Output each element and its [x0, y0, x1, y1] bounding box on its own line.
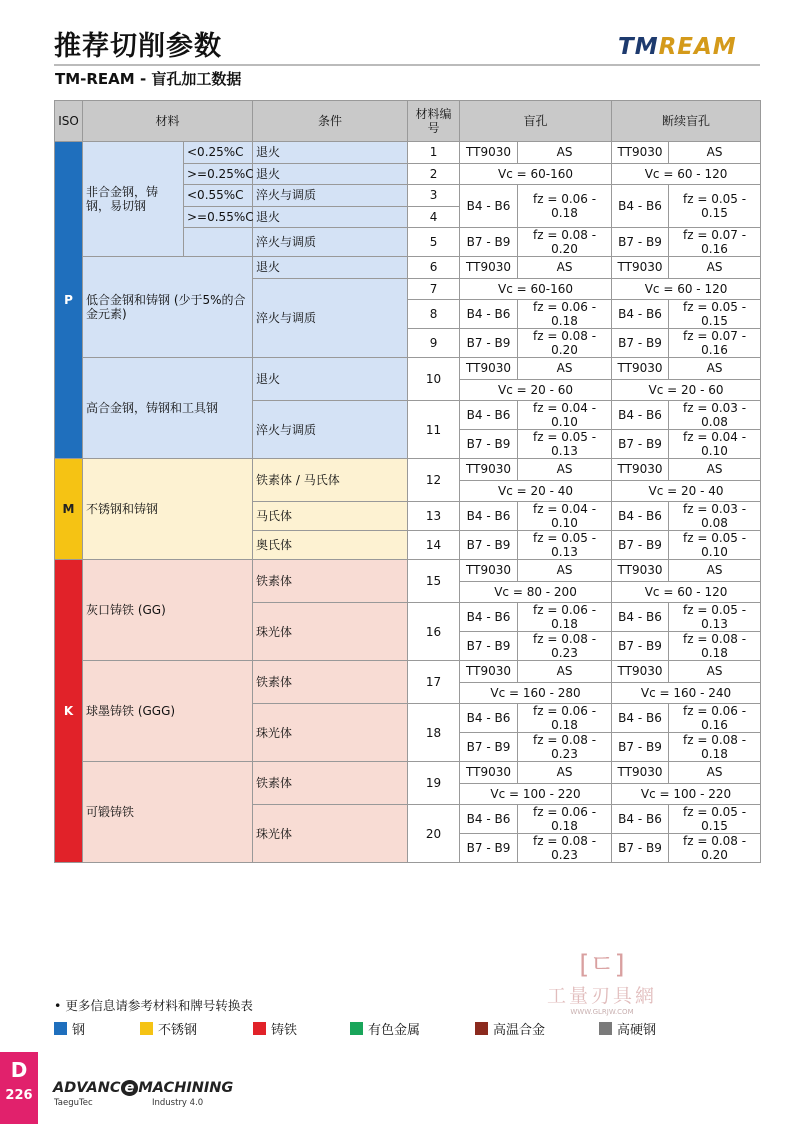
material-number: 15: [408, 560, 460, 603]
cutting-parameters-table: [54, 100, 761, 863]
legend-item: [140, 1019, 197, 1038]
watermark-text: 工量刃具網: [546, 985, 657, 1007]
grade-cell: AS: [669, 762, 761, 784]
feed-cell: fz = 0.06 - 0.16: [669, 704, 761, 733]
table-row: [55, 257, 761, 279]
diameter-cell: B7 - B9: [460, 430, 518, 459]
grade-cell: TT9030: [612, 459, 669, 481]
condition-cell: 马氏体: [253, 502, 408, 531]
legend-swatch: [253, 1022, 266, 1035]
diameter-cell: B4 - B6: [612, 603, 669, 632]
legend-item: [475, 1019, 545, 1038]
material-cell: 不锈钢和铸钢: [83, 459, 253, 560]
diameter-cell: B4 - B6: [612, 300, 669, 329]
legend-label: 钢: [72, 1023, 86, 1038]
iso-m-badge: M: [55, 459, 83, 560]
watermark-url: WWW.GLRJW.COM: [570, 1008, 634, 1016]
material-cell: 低合金钢和铸钢 (少于5%的合金元素): [83, 257, 253, 358]
diameter-cell: B7 - B9: [612, 733, 669, 762]
material-cell: 非合金钢，铸钢，易切钢: [83, 142, 184, 257]
table-row: [55, 762, 761, 784]
feed-cell: fz = 0.06 - 0.18: [518, 704, 612, 733]
speed-cell: Vc = 160 - 280: [460, 682, 612, 704]
logo-sub-brand: TaeguTec: [54, 1098, 93, 1108]
feed-cell: fz = 0.05 - 0.13: [518, 430, 612, 459]
condition-cell: 珠光体: [253, 704, 408, 762]
speed-cell: Vc = 20 - 60: [460, 379, 612, 401]
header-blind-hole: 盲孔: [460, 101, 612, 142]
diameter-cell: B4 - B6: [612, 502, 669, 531]
condition-cell: 珠光体: [253, 805, 408, 863]
diameter-cell: B7 - B9: [612, 531, 669, 560]
speed-cell: Vc = 60 - 120: [612, 581, 761, 603]
material-number: 10: [408, 358, 460, 401]
condition-cell: 淬火与调质: [253, 228, 408, 257]
brand-logo: [618, 34, 737, 60]
material-number: 3: [408, 185, 460, 207]
grade-cell: AS: [518, 257, 612, 279]
grade-cell: TT9030: [460, 762, 518, 784]
grade-cell: AS: [669, 661, 761, 683]
legend-label: 不锈钢: [158, 1023, 198, 1038]
feed-cell: fz = 0.04 - 0.10: [518, 502, 612, 531]
grade-cell: TT9030: [612, 762, 669, 784]
grade-cell: AS: [518, 661, 612, 683]
grade-cell: TT9030: [460, 257, 518, 279]
logo-sub-tagline: Industry 4.0: [152, 1098, 204, 1108]
page-title: 推荐切削参数: [54, 31, 222, 62]
legend-swatch: [475, 1022, 488, 1035]
legend-swatch: [350, 1022, 363, 1035]
diameter-cell: B7 - B9: [612, 430, 669, 459]
feed-cell: fz = 0.08 - 0.18: [669, 632, 761, 661]
logo-e-mark: e: [121, 1080, 139, 1096]
diameter-cell: B4 - B6: [460, 185, 518, 228]
feed-cell: fz = 0.05 - 0.15: [669, 300, 761, 329]
diameter-cell: B4 - B6: [612, 185, 669, 228]
feed-cell: fz = 0.08 - 0.23: [518, 834, 612, 863]
grade-cell: AS: [669, 560, 761, 582]
feed-cell: fz = 0.08 - 0.23: [518, 632, 612, 661]
feed-cell: fz = 0.08 - 0.20: [518, 329, 612, 358]
condition-cell: 铁素体: [253, 762, 408, 805]
diameter-cell: B4 - B6: [460, 300, 518, 329]
feed-cell: fz = 0.03 - 0.08: [669, 401, 761, 430]
grade-cell: AS: [518, 358, 612, 380]
diameter-cell: B7 - B9: [460, 733, 518, 762]
watermark: [537, 944, 667, 1016]
grade-cell: AS: [669, 459, 761, 481]
material-number: 8: [408, 300, 460, 329]
material-number: 7: [408, 278, 460, 300]
legend-item: [253, 1019, 297, 1038]
feed-cell: fz = 0.06 - 0.18: [518, 300, 612, 329]
diameter-cell: B4 - B6: [460, 502, 518, 531]
feed-cell: fz = 0.06 - 0.18: [518, 185, 612, 228]
feed-cell: fz = 0.04 - 0.10: [669, 430, 761, 459]
material-number: 5: [408, 228, 460, 257]
speed-cell: Vc = 20 - 40: [460, 480, 612, 502]
carbon-cell: <0.55%C: [184, 185, 253, 207]
condition-cell: 退火: [253, 206, 408, 228]
table-row: [55, 358, 761, 380]
diameter-cell: B4 - B6: [612, 704, 669, 733]
carbon-cell: [184, 228, 253, 257]
speed-cell: Vc = 100 - 220: [460, 783, 612, 805]
condition-cell: 退火: [253, 358, 408, 401]
material-number: 13: [408, 502, 460, 531]
feed-cell: fz = 0.05 - 0.15: [669, 185, 761, 228]
grade-cell: TT9030: [460, 560, 518, 582]
grade-cell: AS: [669, 142, 761, 164]
material-number: 11: [408, 401, 460, 459]
speed-cell: Vc = 20 - 40: [612, 480, 761, 502]
grade-cell: AS: [669, 257, 761, 279]
section-tab: [0, 1052, 38, 1124]
logo-text-a: ADVANC: [53, 1080, 121, 1096]
header-material-number: 材料编号: [408, 101, 460, 142]
condition-cell: 退火: [253, 163, 408, 185]
diameter-cell: B4 - B6: [460, 603, 518, 632]
diameter-cell: B4 - B6: [612, 805, 669, 834]
feed-cell: fz = 0.08 - 0.20: [518, 228, 612, 257]
speed-cell: Vc = 80 - 200: [460, 581, 612, 603]
legend-swatch: [54, 1022, 67, 1035]
condition-cell: 淬火与调质: [253, 185, 408, 207]
diameter-cell: B7 - B9: [460, 632, 518, 661]
legend-swatch: [599, 1022, 612, 1035]
speed-cell: Vc = 100 - 220: [612, 783, 761, 805]
material-cell: 球墨铸铁 (GGG): [83, 661, 253, 762]
condition-cell: 退火: [253, 257, 408, 279]
header-iso: ISO: [55, 101, 83, 142]
watermark-logo-icon: [ㄷ]: [579, 950, 625, 980]
grade-cell: AS: [518, 762, 612, 784]
section-letter: D: [10, 1058, 28, 1082]
speed-cell: Vc = 60 - 120: [612, 163, 761, 185]
iso-p-badge: P: [55, 142, 83, 459]
header-material: 材料: [83, 101, 253, 142]
material-number: 18: [408, 704, 460, 762]
feed-cell: fz = 0.06 - 0.18: [518, 805, 612, 834]
iso-k-badge: K: [55, 560, 83, 863]
material-number: 6: [408, 257, 460, 279]
material-number: 1: [408, 142, 460, 164]
feed-cell: fz = 0.03 - 0.08: [669, 502, 761, 531]
diameter-cell: B7 - B9: [460, 329, 518, 358]
grade-cell: TT9030: [612, 257, 669, 279]
feed-cell: fz = 0.07 - 0.16: [669, 329, 761, 358]
legend-label: 高温合金: [493, 1023, 546, 1038]
legend-item: [599, 1019, 656, 1038]
material-cell: 灰口铸铁 (GG): [83, 560, 253, 661]
material-number: 12: [408, 459, 460, 502]
material-number: 19: [408, 762, 460, 805]
advance-machining-logo: [53, 1080, 233, 1096]
condition-cell: 淬火与调质: [253, 401, 408, 459]
diameter-cell: B7 - B9: [612, 632, 669, 661]
grade-cell: AS: [518, 459, 612, 481]
material-cell: 高合金钢，铸钢和工具钢: [83, 358, 253, 459]
speed-cell: Vc = 60 - 120: [612, 278, 761, 300]
material-number: 20: [408, 805, 460, 863]
header-condition: 条件: [253, 101, 408, 142]
material-number: 14: [408, 531, 460, 560]
condition-cell: 淬火与调质: [253, 278, 408, 358]
grade-cell: AS: [669, 358, 761, 380]
speed-cell: Vc = 60-160: [460, 163, 612, 185]
grade-cell: AS: [518, 560, 612, 582]
table-row: [55, 142, 761, 164]
feed-cell: fz = 0.05 - 0.13: [518, 531, 612, 560]
grade-cell: TT9030: [612, 142, 669, 164]
feed-cell: fz = 0.06 - 0.18: [518, 603, 612, 632]
condition-cell: 珠光体: [253, 603, 408, 661]
table-header-row: [55, 101, 761, 142]
legend-item: [54, 1019, 85, 1038]
grade-cell: TT9030: [460, 661, 518, 683]
legend-swatch: [140, 1022, 153, 1035]
grade-cell: TT9030: [460, 142, 518, 164]
diameter-cell: B4 - B6: [612, 401, 669, 430]
material-number: 2: [408, 163, 460, 185]
carbon-cell: >=0.25%C: [184, 163, 253, 185]
header-divider: [54, 64, 760, 66]
material-number: 17: [408, 661, 460, 704]
condition-cell: 铁素体: [253, 560, 408, 603]
legend-label: 铸铁: [271, 1023, 298, 1038]
diameter-cell: B4 - B6: [460, 704, 518, 733]
diameter-cell: B4 - B6: [460, 805, 518, 834]
speed-cell: Vc = 160 - 240: [612, 682, 761, 704]
grade-cell: TT9030: [612, 661, 669, 683]
carbon-cell: <0.25%C: [184, 142, 253, 164]
feed-cell: fz = 0.07 - 0.16: [669, 228, 761, 257]
color-legend: [54, 1019, 754, 1039]
feed-cell: fz = 0.04 - 0.10: [518, 401, 612, 430]
legend-label: 高硬钢: [617, 1023, 657, 1038]
grade-cell: TT9030: [612, 560, 669, 582]
feed-cell: fz = 0.05 - 0.10: [669, 531, 761, 560]
feed-cell: fz = 0.05 - 0.13: [669, 603, 761, 632]
page-number: 226: [5, 1088, 33, 1103]
diameter-cell: B7 - B9: [612, 329, 669, 358]
diameter-cell: B7 - B9: [612, 834, 669, 863]
feed-cell: fz = 0.05 - 0.15: [669, 805, 761, 834]
feed-cell: fz = 0.08 - 0.20: [669, 834, 761, 863]
material-number: 4: [408, 206, 460, 228]
footnote: • 更多信息请参考材料和牌号转换表: [54, 998, 253, 1013]
table-row: [55, 661, 761, 683]
speed-cell: Vc = 60-160: [460, 278, 612, 300]
condition-cell: 铁素体: [253, 661, 408, 704]
condition-cell: 铁素体 / 马氏体: [253, 459, 408, 502]
condition-cell: 奥氏体: [253, 531, 408, 560]
grade-cell: AS: [518, 142, 612, 164]
page-subtitle: TM-REAM - 盲孔加工数据: [55, 70, 242, 88]
speed-cell: Vc = 20 - 60: [612, 379, 761, 401]
feed-cell: fz = 0.08 - 0.18: [669, 733, 761, 762]
carbon-cell: >=0.55%C: [184, 206, 253, 228]
diameter-cell: B7 - B9: [460, 834, 518, 863]
diameter-cell: B7 - B9: [460, 531, 518, 560]
diameter-cell: B7 - B9: [460, 228, 518, 257]
material-cell: 可锻铸铁: [83, 762, 253, 863]
table-row: [55, 560, 761, 582]
legend-label: 有色金属: [368, 1023, 421, 1038]
header-interrupted-blind-hole: 断续盲孔: [612, 101, 761, 142]
table-row: [55, 459, 761, 481]
grade-cell: TT9030: [460, 459, 518, 481]
legend-item: [350, 1019, 420, 1038]
diameter-cell: B7 - B9: [612, 228, 669, 257]
material-number: 16: [408, 603, 460, 661]
diameter-cell: B4 - B6: [460, 401, 518, 430]
brand-logo-b: REAM: [658, 34, 737, 60]
feed-cell: fz = 0.08 - 0.23: [518, 733, 612, 762]
logo-text-b: MACHINING: [138, 1080, 234, 1096]
material-number: 9: [408, 329, 460, 358]
condition-cell: 退火: [253, 142, 408, 164]
brand-logo-a: TM: [618, 34, 659, 60]
grade-cell: TT9030: [612, 358, 669, 380]
grade-cell: TT9030: [460, 358, 518, 380]
